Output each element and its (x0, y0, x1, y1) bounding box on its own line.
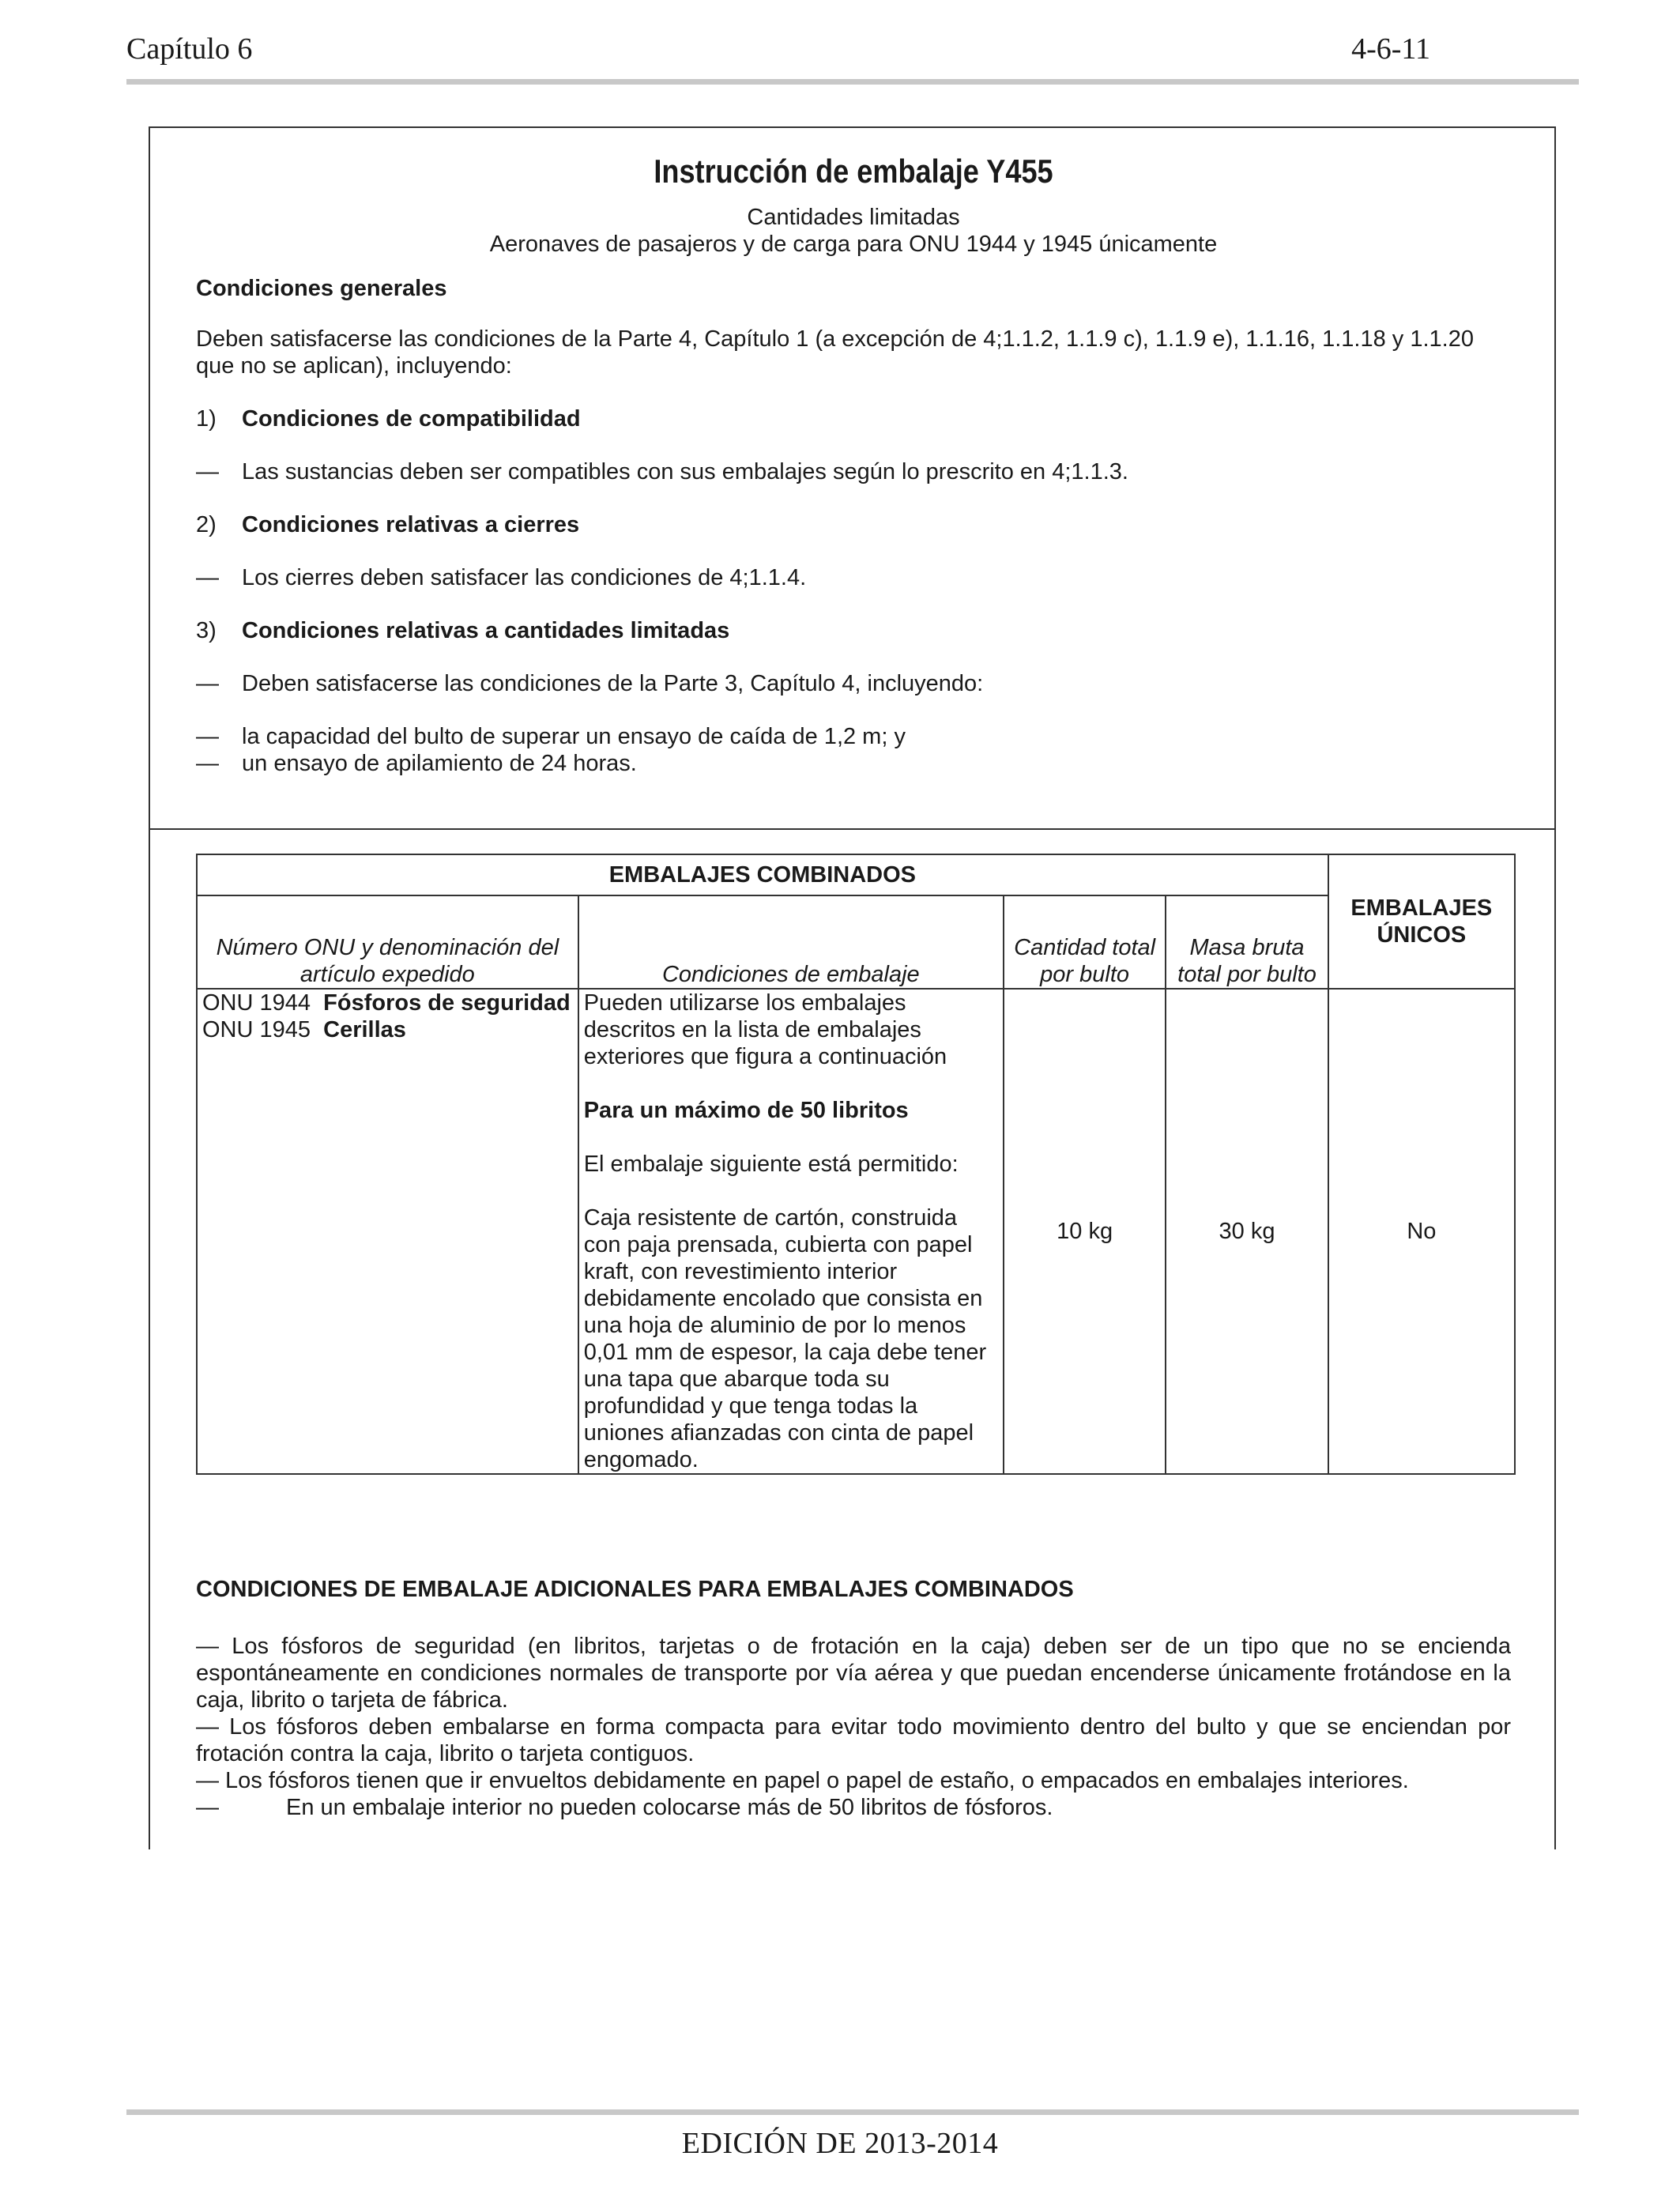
condition-number: 1) (196, 406, 217, 432)
dash: — (196, 1795, 219, 1820)
proper-shipping-name: Fósforos de seguridad (323, 990, 571, 1016)
packaging-conditions-cell (578, 989, 1004, 1474)
condition-3-heading (196, 617, 1511, 644)
combined-packaging-header: EMBALAJES COMBINADOS (197, 854, 1328, 895)
instruction-subtitle-2: Aeronaves de pasajeros y de carga para ONU 1944 y 1945 únicamente (489, 232, 1218, 257)
condition-number: 3) (196, 618, 217, 643)
un-number-cell (197, 989, 578, 1474)
instruction-title: Instrucción de embalaje Y455 (654, 153, 1053, 190)
condition-3-text (196, 670, 1511, 697)
edition-footer: EDICIÓN DE 2013-2014 (681, 2127, 999, 2160)
un-1944-line (202, 990, 573, 1016)
additional-condition-3: — Los fósforos tienen que ir envueltos debidamente en papel o papel de estaño, o empacados en embalajes interiores. (196, 1768, 1409, 1793)
dash: — (196, 565, 219, 590)
condition-2-heading (196, 511, 1511, 538)
chapter-label: Capítulo 6 (126, 32, 253, 66)
table-row (197, 989, 1515, 1474)
table-column-header-row (197, 895, 1515, 989)
additional-condition-1: — Los fósforos de seguridad (en libritos, tarjetas o de frotación en la caja) deben ser de un tipo que no se encienda espontáneamente en condiciones normales de transporte por vía aérea y que puedan encenderse únicamente frotándose en la caja, librito o tarjeta de fábrica. (196, 1634, 1511, 1713)
instruction-subtitle-1: Cantidades limitadas (747, 205, 960, 230)
footer-rule (126, 2109, 1579, 2115)
condition-body: Deben satisfacerse las condiciones de la Parte 3, Capítulo 4, incluyendo: (242, 671, 984, 696)
additional-conditions-heading: CONDICIONES DE EMBALAJE ADICIONALES PARA EMBALAJES COMBINADOS (196, 1577, 1074, 1602)
dash: — (196, 459, 219, 484)
sub-item-text: un ensayo de apilamiento de 24 horas. (242, 751, 637, 776)
un-number: ONU 1945 (202, 1017, 311, 1042)
condition-title: Condiciones relativas a cantidades limitadas (242, 618, 730, 643)
sub-item-drop-test (196, 723, 1511, 750)
sub-item-stack-test (196, 750, 1511, 777)
conditions-permitted: El embalaje siguiente está permitido: (583, 1152, 959, 1177)
single-packaging-header: EMBALAJES ÚNICOS (1328, 854, 1515, 989)
general-section (196, 152, 1511, 777)
table-group-header-row (197, 854, 1515, 895)
general-conditions-text: Deben satisfacerse las condiciones de la Parte 4, Capítulo 1 (a excepción de 4;1.1.2, 1.1.9 c), 1.1.9 e), 1.1.16, 1.1.18 y 1.1.20 que no se aplican), incluyendo: (196, 326, 1474, 379)
un-1945-line (202, 1016, 573, 1043)
sub-item-text: la capacidad del bulto de superar un ensayo de caída de 1,2 m; y (242, 724, 906, 749)
un-number: ONU 1944 (202, 990, 311, 1016)
conditions-box-description: Caja resistente de cartón, construida con paja prensada, cubierta con papel kraft, con revestimiento interior debidamente encolado que consista en una hoja de aluminio de por lo menos 0,01 mm de espesor, la caja debe tener una tapa que abarque toda su profundidad y que tenga todas la uniones afianzadas con cinta de papel engomado. (583, 1205, 987, 1472)
condition-1-text (196, 458, 1511, 485)
additional-condition-4 (196, 1794, 1511, 1821)
condition-body: Los cierres deben satisfacer las condiciones de 4;1.1.4. (242, 565, 807, 590)
un-number-header: Número ONU y denominación del artículo expedido (197, 895, 578, 989)
additional-conditions-section (196, 1576, 1511, 1821)
proper-shipping-name: Cerillas (323, 1017, 406, 1042)
additional-condition-2: — Los fósforos deben embalarse en forma compacta para evitar todo movimiento dentro del bulto y que se enciendan por frotación contra la caja, librito o tarjeta contiguos. (196, 1714, 1511, 1766)
gross-mass-header: Masa bruta total por bulto (1166, 895, 1328, 989)
gross-mass-cell: 30 kg (1166, 989, 1328, 1474)
section-divider (150, 828, 1554, 830)
quantity-header: Cantidad total por bulto (1004, 895, 1166, 989)
condition-2-text (196, 564, 1511, 591)
general-conditions-heading: Condiciones generales (196, 276, 447, 301)
running-header (126, 32, 1430, 66)
dash: — (196, 751, 219, 776)
packaging-conditions-header: Condiciones de embalaje (578, 895, 1004, 989)
condition-title: Condiciones relativas a cierres (242, 512, 580, 537)
condition-number: 2) (196, 512, 217, 537)
conditions-intro: Pueden utilizarse los embalajes descritos en la lista de embalajes exteriores que figura a continuación (583, 990, 947, 1069)
header-rule (126, 79, 1579, 85)
condition-1-heading (196, 405, 1511, 432)
packaging-table (196, 854, 1516, 1475)
condition-title: Condiciones de compatibilidad (242, 406, 581, 432)
page-number: 4-6-11 (1351, 32, 1430, 66)
additional-condition-4-text: En un embalaje interior no pueden colocarse más de 50 libritos de fósforos. (286, 1795, 1053, 1820)
quantity-cell: 10 kg (1004, 989, 1166, 1474)
dash: — (196, 724, 219, 749)
condition-body: Las sustancias deben ser compatibles con sus embalajes según lo prescrito en 4;1.1.3. (242, 459, 1128, 484)
instruction-frame (149, 126, 1556, 1849)
dash: — (196, 671, 219, 696)
single-packaging-cell: No (1328, 989, 1515, 1474)
conditions-max: Para un máximo de 50 libritos (583, 1098, 909, 1123)
